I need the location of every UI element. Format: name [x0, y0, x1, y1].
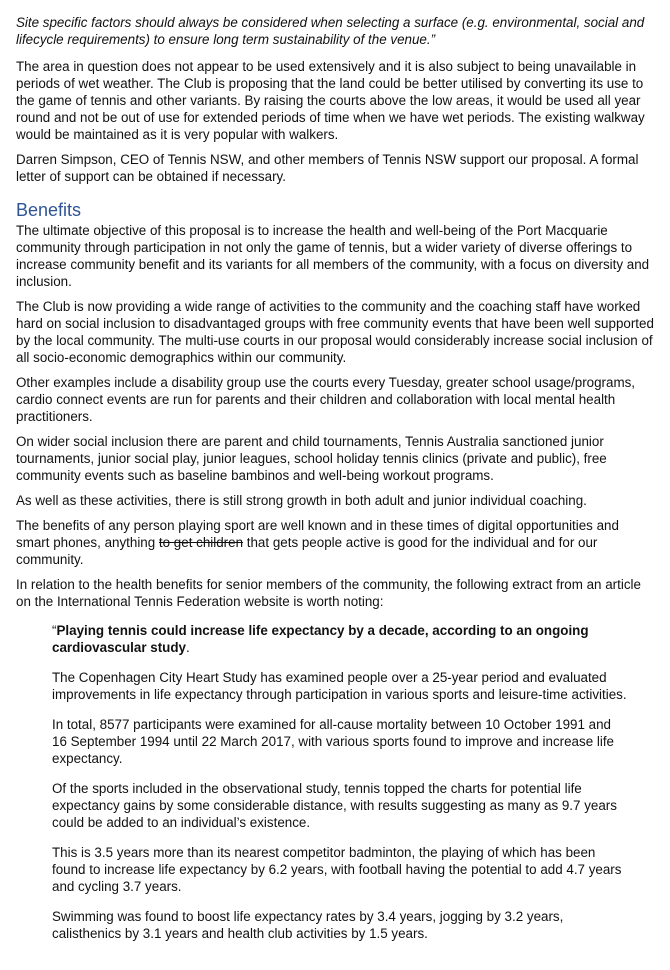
- paragraph-examples: Other examples include a disability group use the courts every Tuesday, greater school usage/programs, cardio connect events are run for parents and their children and collaboration with local mental health practitioners.: [16, 375, 636, 424]
- sport-benefits-text-a: The benefits of any person playing sport are well known and in these times of digital opportunities and smart phones, anything: [16, 518, 619, 550]
- extract-paragraph-tennis: Of the sports included in the observational study, tennis topped the charts for potential life expectancy gains by some considerable distance, with results suggesting as many as 9.7 years could be added to an individual’s existence.: [52, 781, 617, 830]
- extract-paragraph-swimming: Swimming was found to boost life expectancy rates by 3.4 years, jogging by 3.2 years, calisthenics by 3.1 years and health club activities by 1.5 years.: [52, 909, 564, 941]
- section-heading-benefits: Benefits: [16, 200, 82, 220]
- sport-benefits-text-b: that gets people active is good for the individual and for our community.: [16, 535, 598, 567]
- paragraph-social-inclusion: On wider social inclusion there are parent and child tournaments, Tennis Australia sanctioned junior tournaments, junior social play, junior leagues, school holiday tennis clinics (private and public), free community events such as baseline bambinos and well-being workout programs.: [16, 434, 607, 483]
- paragraph-support: Darren Simpson, CEO of Tennis NSW, and other members of Tennis NSW support our proposal. A formal letter of support can be obtained if necessary.: [16, 152, 639, 184]
- struck-text: to get children: [158, 535, 244, 550]
- paragraph-activities: The Club is now providing a wide range of activities to the community and the coaching staff have worked hard on social inclusion to disadvantaged groups with free community events that have been well supported by the local community. The multi-use courts in our proposal would considerably increase social inclusion of all socio-economic demographics within our community.: [16, 299, 654, 365]
- paragraph-area-usage: The area in question does not appear to be used extensively and it is also subject to being unavailable in periods of wet weather. The Club is proposing that the land could be better utilised by converting its use to the game of tennis and other variants. By raising the courts above the low areas, it would be used all year round and not be out of use for extended periods of time when we have wet periods. The existing walkway would be maintained as it is very popular with walkers.: [16, 59, 645, 142]
- extract-headline-period: .: [185, 640, 190, 655]
- open-quote: “: [52, 623, 57, 638]
- extract-paragraph-badminton: This is 3.5 years more than its nearest competitor badminton, the playing of which has been found to increase life expectancy by 6.2 years, with football having the potential to add 4.7 years and cycling 3.7 years.: [52, 845, 622, 894]
- paragraph-objective: The ultimate objective of this proposal is to increase the health and well-being of the Port Macquarie community through participation in not only the game of tennis, but a wider variety of diverse offerings to increase community benefit and its variants for all members of the community, with a focus on diversity and inclusion.: [16, 223, 650, 289]
- paragraph-health-benefits: In relation to the health benefits for senior members of the community, the following extract from an article on the International Tennis Federation website is worth noting:: [16, 577, 641, 609]
- extract-headline: [52, 622, 628, 656]
- extract-headline-text: Playing tennis could increase life expectancy by a decade, according to an ongoing cardiovascular study: [52, 623, 589, 655]
- extract-paragraph-study: The Copenhagen City Heart Study has examined people over a 25-year period and evaluated improvements in life expectancy through participation in various sports and leisure-time activities.: [52, 670, 627, 702]
- paragraph-coaching: As well as these activities, there is still strong growth in both adult and junior individual coaching.: [16, 493, 587, 508]
- quote-continuation: Site specific factors should always be considered when selecting a surface (e.g. environmental, social and lifecycle requirements) to ensure long term sustainability of the venue.”: [16, 15, 645, 47]
- article-extract: [16, 622, 654, 942]
- paragraph-sport-benefits: [16, 517, 654, 568]
- extract-paragraph-participants: In total, 8577 participants were examined for all-cause mortality between 10 October 1991 and 16 September 1994 until 22 March 2017, with various sports found to improve and increase life expectancy.: [52, 717, 614, 766]
